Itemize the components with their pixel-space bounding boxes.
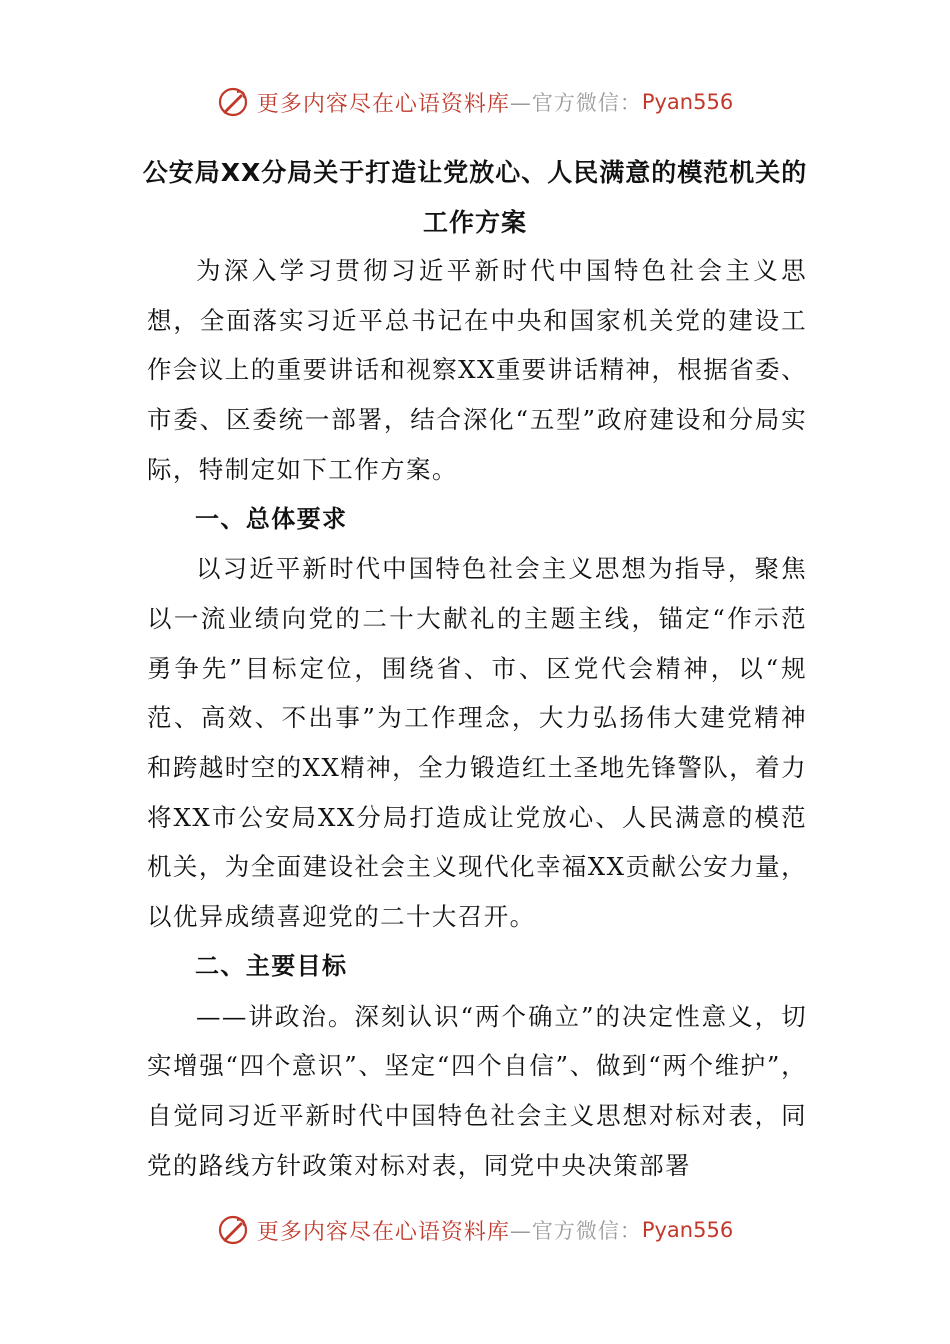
section2-heading: 二、主要目标 [195,951,348,980]
watermark-wechat-id: Pyan556 [641,1218,734,1242]
document-body [147,246,807,1190]
quill-pen-logo-icon [217,86,249,118]
watermark-separator: —官方微信： [509,1219,642,1243]
document-title-line1: 公安局XX分局关于打造让党放心、人民满意的模范机关的 [142,158,808,187]
section2-paragraph: ——讲政治。深刻认识“两个确立”的决定性意义，切实增强“四个意识”、坚定“四个自信”、做到“两个维护”，自觉同习近平新时代中国特色社会主义思想对标对表，同党的路线方针政策对标对表，同党中央决策部署 [147,1001,807,1180]
watermark-separator: —官方微信： [509,91,642,115]
watermark-wechat-id: Pyan556 [641,90,734,114]
quill-pen-logo-icon [217,1214,249,1246]
intro-paragraph: 为深入学习贯彻习近平新时代中国特色社会主义思想，全面落实习近平总书记在中央和国家机关党的建设工作会议上的重要讲话和视察XX重要讲话精神，根据省委、市委、区委统一部署，结合深化“五型”政府建设和分局实际，特制定如下工作方案。 [147,256,807,484]
section1-paragraph: 以习近平新时代中国特色社会主义思想为指导，聚焦以一流业绩向党的二十大献礼的主题主线，锚定“作示范勇争先”目标定位，围绕省、市、区党代会精神，以“规范、高效、不出事”为工作理念，大力弘扬伟大建党精神和跨越时空的XX精神，全力锻造红土圣地先锋警队，着力将XX市公安局XX分局打造成让党放心、人民满意的模范机关，为全面建设社会主义现代化幸福XX贡献公安力量，以优异成绩喜迎党的二十大召开。 [147,554,807,932]
watermark-text: 更多内容尽在心语资料库 [256,91,510,117]
header-watermark [0,80,950,124]
document-title-line2: 工作方案 [422,208,527,237]
section1-heading: 一、总体要求 [195,504,348,533]
watermark-text: 更多内容尽在心语资料库 [256,1219,510,1245]
footer-watermark [0,1208,950,1252]
